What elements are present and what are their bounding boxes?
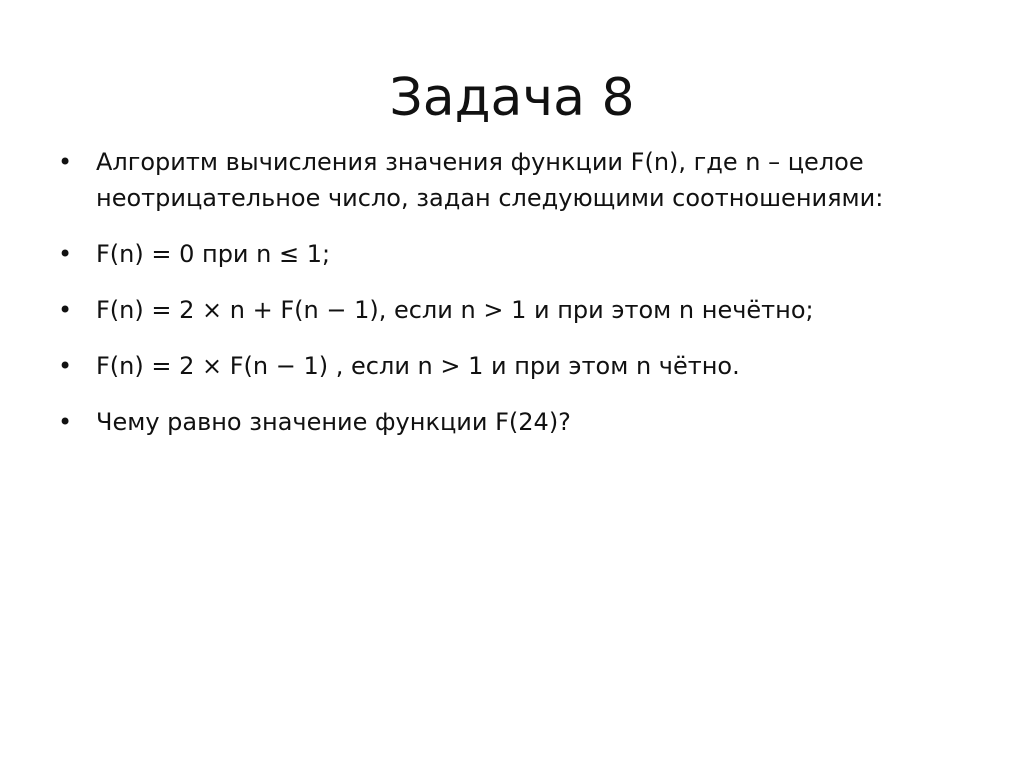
bullet-text: Алгоритм вычисления значения функции F(n), где n – целое неотрицательное число, задан следующими соотношениями:: [96, 148, 884, 212]
bullet-item-algorithm: [56, 144, 956, 216]
bullet-item-question: [56, 404, 956, 440]
bullet-dot-icon: •: [58, 148, 73, 176]
bullet-item-odd-case: [56, 292, 956, 328]
bullet-dot-icon: •: [58, 352, 73, 380]
bullet-dot-icon: •: [58, 240, 73, 268]
bullet-text: F(n) = 0 при n ≤ 1;: [96, 240, 331, 268]
bullet-list: [56, 144, 956, 460]
slide-title: Задача 8: [389, 68, 635, 128]
bullet-text: F(n) = 2 × n + F(n − 1), если n > 1 и при этом n нечётно;: [96, 296, 814, 324]
bullet-item-base-case: [56, 236, 956, 272]
bullet-text: F(n) = 2 × F(n − 1) , если n > 1 и при этом n чётно.: [96, 352, 740, 380]
bullet-text: Чему равно значение функции F(24)?: [96, 408, 571, 436]
bullet-dot-icon: •: [58, 296, 73, 324]
bullet-item-even-case: [56, 348, 956, 384]
bullet-dot-icon: •: [58, 408, 73, 436]
